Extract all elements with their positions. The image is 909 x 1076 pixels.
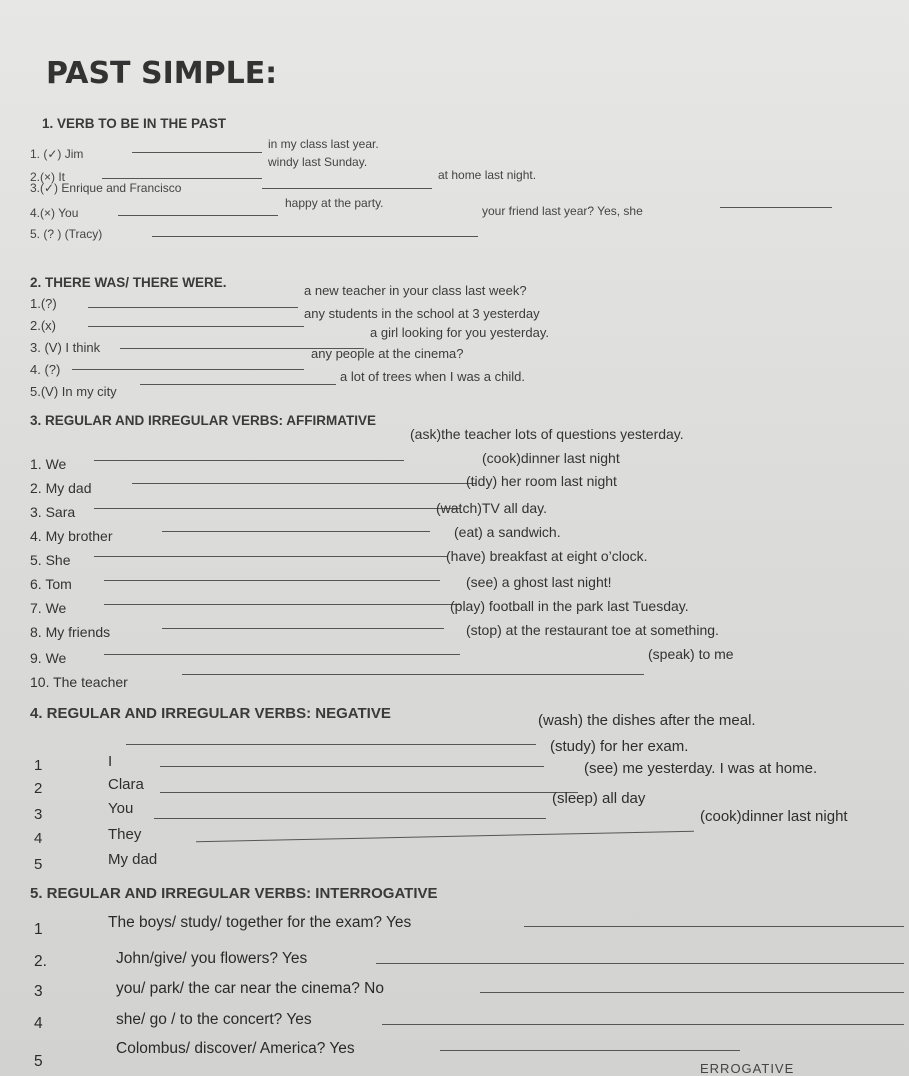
s5-item-1-blank[interactable]	[524, 926, 904, 927]
s1-item-5-blank[interactable]	[152, 236, 478, 237]
s4-item-3-blank[interactable]	[160, 792, 578, 793]
section-4-heading: 4. REGULAR AND IRREGULAR VERBS: NEGATIVE	[30, 705, 391, 722]
s4-item-2-prompt: Clara	[108, 776, 144, 793]
s3-item-5-prompt: 5. She	[30, 552, 71, 568]
s4-item-5-num: 5	[34, 856, 43, 873]
s3-item-1-rest: (ask)the teacher lots of questions yesterday.	[410, 426, 684, 442]
s1-item-3-blank[interactable]	[262, 188, 432, 189]
s3-item-6-blank[interactable]	[104, 580, 440, 581]
s4-item-5-blank[interactable]	[196, 831, 694, 842]
s4-item-2-num: 2	[34, 780, 43, 797]
section-3-heading: 3. REGULAR AND IRREGULAR VERBS: AFFIRMATIVE	[30, 413, 377, 428]
s3-item-6-rest: (have) breakfast at eight o’clock.	[446, 548, 648, 564]
s2-item-1-prompt: 1.(?)	[30, 296, 57, 311]
s5-item-2-blank[interactable]	[376, 963, 904, 964]
s3-item-4-prompt: 4. My brother	[30, 528, 113, 544]
s3-item-4-rest: (watch)TV all day.	[436, 500, 547, 516]
page-title: PAST SIMPLE:	[46, 56, 278, 91]
s2-item-3-prompt: 3. (V) I think	[30, 340, 101, 355]
s1-item-5-answer-blank[interactable]	[720, 207, 832, 208]
s4-item-4-prompt: They	[108, 826, 142, 843]
s5-item-5-num: 5	[34, 1053, 43, 1070]
s1-item-3-prompt: 3.(✓) Enrique and Francisco	[30, 181, 182, 195]
s5-item-5-blank[interactable]	[440, 1050, 740, 1051]
s4-item-5-prompt: My dad	[108, 851, 158, 868]
s4-item-4-rest: (sleep) all day	[552, 790, 646, 807]
s3-item-2-prompt: 2. My dad	[30, 480, 92, 496]
s4-item-1-rest: (wash) the dishes after the meal.	[538, 712, 756, 729]
s5-item-5-prompt: Colombus/ discover/ America? Yes	[116, 1040, 355, 1057]
s3-item-2-blank[interactable]	[132, 483, 476, 484]
s4-item-4-blank[interactable]	[154, 818, 546, 819]
s2-item-2-rest: any students in the school at 3 yesterday	[304, 306, 540, 321]
s4-item-1-prompt: I	[108, 753, 113, 770]
s4-item-1-blank[interactable]	[126, 744, 536, 745]
s5-item-4-blank[interactable]	[382, 1024, 904, 1025]
s4-item-3-rest: (see) me yesterday. I was at home.	[584, 760, 818, 777]
s3-item-9-prompt: 9. We	[30, 650, 67, 666]
s5-item-3-num: 3	[34, 983, 43, 1000]
next-section-heading-fragment: ERROGATIVE	[700, 1061, 795, 1076]
s5-item-4-prompt: she/ go / to the concert? Yes	[116, 1011, 312, 1028]
s2-item-2-prompt: 2.(x)	[30, 318, 56, 333]
s3-item-9-rest: (stop) at the restaurant toe at something.	[466, 622, 719, 638]
s2-item-2-blank[interactable]	[88, 326, 304, 327]
s2-item-4-blank[interactable]	[72, 369, 304, 370]
s3-item-4-blank[interactable]	[162, 531, 430, 532]
s2-item-4-prompt: 4. (?)	[30, 362, 61, 377]
s3-item-10-blank[interactable]	[182, 674, 644, 675]
s2-item-5-prompt: 5.(V) In my city	[30, 384, 117, 399]
s1-item-4-rest: happy at the party.	[285, 196, 384, 210]
s5-item-1-prompt: The boys/ study/ together for the exam? Yes	[108, 914, 412, 931]
s2-item-5-blank[interactable]	[140, 384, 336, 385]
s1-item-5-rest: your friend last year? Yes, she	[482, 204, 643, 218]
s3-item-7-prompt: 7. We	[30, 600, 67, 616]
s5-item-1-num: 1	[34, 921, 43, 938]
s3-item-9-blank[interactable]	[104, 654, 460, 655]
s3-item-10-rest: (speak) to me	[648, 646, 734, 662]
s1-item-2-rest: windy last Sunday.	[268, 155, 368, 169]
s4-item-2-blank[interactable]	[160, 766, 544, 767]
section-5-heading: 5. REGULAR AND IRREGULAR VERBS: INTERROGATIVE	[30, 885, 438, 902]
s5-item-3-blank[interactable]	[480, 992, 904, 993]
s1-item-5-prompt: 5. (? ) (Tracy)	[30, 227, 103, 241]
s3-item-5-blank[interactable]	[94, 556, 448, 557]
s3-item-8-blank[interactable]	[162, 628, 444, 629]
s1-item-1-blank[interactable]	[132, 152, 262, 153]
s3-item-7-rest: (see) a ghost last night!	[466, 574, 612, 590]
s3-item-5-rest: (eat) a sandwich.	[454, 524, 561, 540]
s2-item-1-blank[interactable]	[88, 307, 298, 308]
s3-item-3-rest: (tidy) her room last night	[466, 473, 617, 489]
s2-item-5-rest: a lot of trees when I was a child.	[340, 369, 525, 384]
s3-item-1-blank[interactable]	[94, 460, 404, 461]
s2-item-4-rest: any people at the cinema?	[311, 346, 464, 361]
section-1-heading: 1. VERB TO BE IN THE PAST	[42, 116, 227, 131]
s4-item-2-rest: (study) for her exam.	[550, 738, 689, 755]
s3-item-3-prompt: 3. Sara	[30, 504, 76, 520]
s3-item-8-rest: (play) football in the park last Tuesday.	[450, 598, 689, 614]
s4-item-1-num: 1	[34, 757, 43, 774]
s4-item-4-num: 4	[34, 830, 43, 847]
s4-item-3-prompt: You	[108, 800, 134, 817]
s4-item-3-num: 3	[34, 806, 43, 823]
s1-item-2-prompt: 2.(×) It	[30, 170, 66, 184]
s1-item-2-blank[interactable]	[102, 178, 262, 179]
s2-item-1-rest: a new teacher in your class last week?	[304, 283, 527, 298]
s4-item-5-rest: (cook)dinner last night	[700, 808, 848, 825]
s1-item-3-rest: at home last night.	[438, 168, 537, 182]
s3-item-2-rest: (cook)dinner last night	[482, 450, 620, 466]
s1-item-4-prompt: 4.(×) You	[30, 206, 79, 220]
s3-item-7-blank[interactable]	[104, 604, 460, 605]
s3-item-8-prompt: 8. My friends	[30, 624, 111, 640]
s2-item-3-rest: a girl looking for you yesterday.	[370, 325, 549, 340]
s3-item-6-prompt: 6. Tom	[30, 576, 72, 592]
s5-item-2-num: 2.	[34, 953, 47, 970]
s5-item-4-num: 4	[34, 1015, 43, 1032]
s1-item-4-blank[interactable]	[118, 215, 278, 216]
s3-item-3-blank[interactable]	[94, 508, 460, 509]
s3-item-10-prompt: 10. The teacher	[30, 674, 128, 690]
s1-item-1-prompt: 1. (✓) Jim	[30, 147, 84, 161]
s5-item-2-prompt: John/give/ you flowers? Yes	[116, 950, 308, 967]
s5-item-3-prompt: you/ park/ the car near the cinema? No	[116, 980, 384, 997]
s1-item-1-rest: in my class last year.	[268, 137, 379, 151]
section-2-heading: 2. THERE WAS/ THERE WERE.	[30, 275, 227, 290]
s3-item-1-prompt: 1. We	[30, 456, 67, 472]
